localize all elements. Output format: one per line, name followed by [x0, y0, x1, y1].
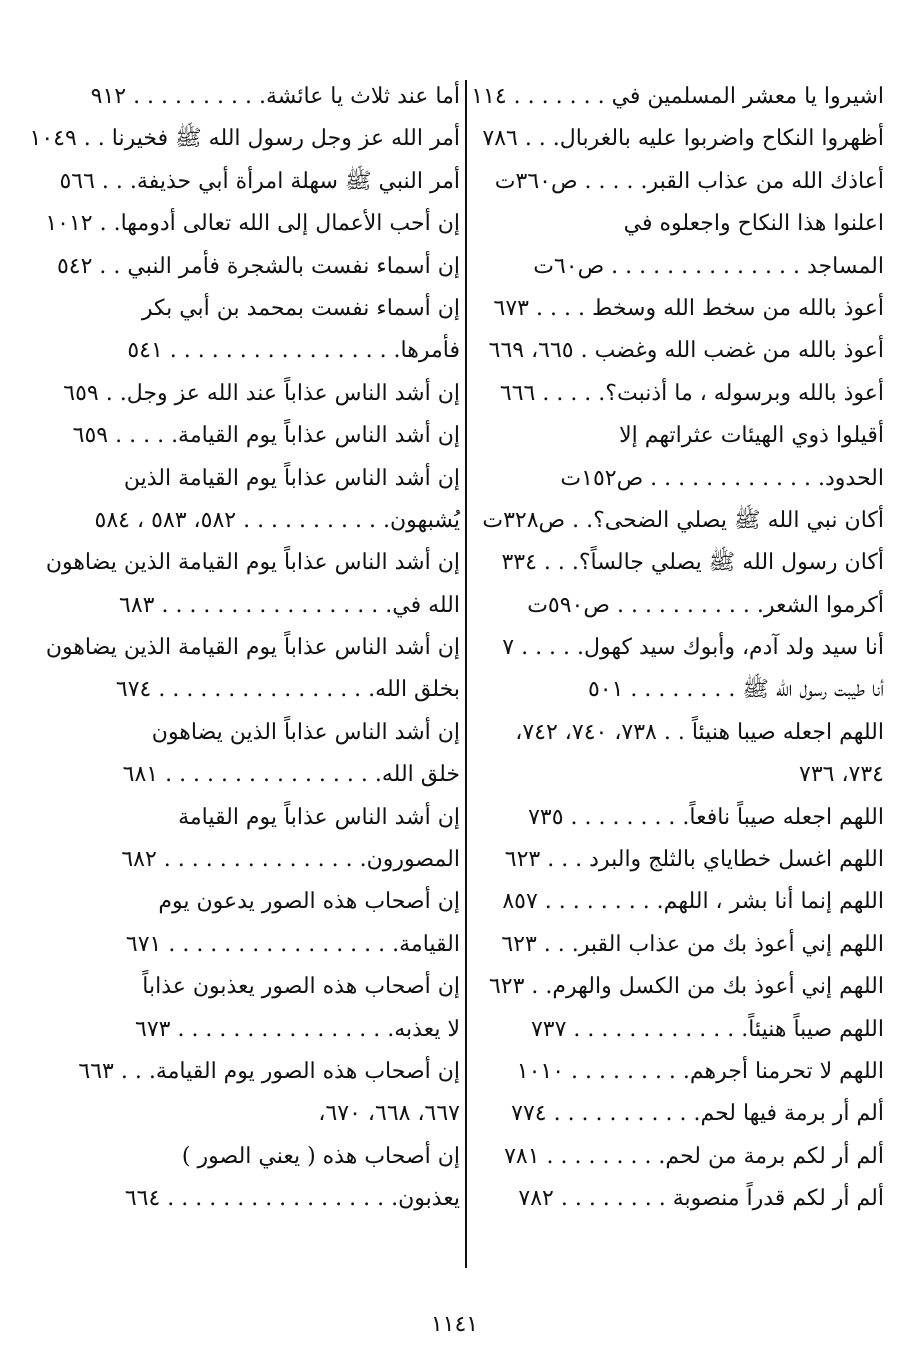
index-entry-line: اللهم إني أعوذ بك من عذاب القبر. . . ٦٢٣	[501, 931, 884, 957]
index-entry-line: الله في. . . . . . . . . . . . . . . . . ٦٨٣	[119, 592, 460, 618]
index-entry-line: إن أسماء نفست بمحمد بن أبي بكر	[141, 295, 460, 321]
index-entry-line: يُشبهون. . . . . . . . . . . ٥٨٢، ٥٨٣ ، ٥٨٤	[94, 507, 460, 533]
index-entry-line: إن أشد الناس عذاباً عند الله عز وجل. . ٦٥٩	[63, 380, 460, 406]
index-entry-line: المصورون. . . . . . . . . . . . . . . ٦٨٢	[121, 847, 460, 873]
index-entry-line: أعوذ بالله من غضب الله وغضب . ٦٦٥، ٦٦٩	[488, 338, 884, 364]
index-entry-line: أمر النبي ﷺ سهلة امرأة أبي حذيفة. . . ٥٦٦	[59, 168, 460, 194]
index-entry-line: اعلنوا هذا النكاح واجعلوه في	[623, 211, 884, 237]
index-entry-line: ٦٦٧، ٦٦٨، ٦٧٠،	[318, 1101, 460, 1127]
index-entry-line: ألم أر برمة فيها لحم. . . . . . . . . . . ٧٧٤	[511, 1101, 884, 1127]
index-entry-line: إن أشد الناس عذاباً يوم القيامة	[178, 804, 460, 830]
index-entry-line: الحدود. . . . . . . . . . . . . ص١٥٢ت	[560, 465, 884, 491]
index-entry-line: اللهم اجعله صيباً نافعاً. . . . . . . . . ٧٣٥	[528, 804, 884, 830]
index-entry-line: إن أشد الناس عذاباً يوم القيامة الذين	[123, 465, 460, 491]
index-entry-line: إن أصحاب هذه ( يعني الصور )	[181, 1143, 460, 1169]
index-entry-line: اشيروا يا معشر المسلمين في . . . . . . . ١١٤	[471, 84, 884, 109]
index-entry-line: أمر الله عز وجل رسول الله ﷺ فخيرنا . . ١٠٤٩	[29, 126, 460, 152]
index-entry-line: يعذبون. . . . . . . . . . . . . . . . . ٦٦٤	[124, 1186, 460, 1212]
index-entry-line: أقيلوا ذوي الهيئات عثراتهم إلا	[619, 423, 884, 449]
index-entry-line: المساجد . . . . . . . . . . . . . . ص٦٠ت	[533, 253, 884, 279]
index-entry-line: إن أحب الأعمال إلى الله تعالى أدومها. . ١٠١٢	[45, 211, 460, 237]
index-entry-line: إن أصحاب هذه الصور يعذبون عذاباً	[142, 974, 460, 1000]
index-entry-line: أكان رسول الله ﷺ يصلي جالساً؟. . . ٣٣٤	[501, 550, 884, 576]
index-entry-line: إن أصحاب هذه الصور يوم القيامة. . . ٦٦٣	[78, 1058, 460, 1084]
column-divider	[465, 80, 467, 1268]
page-number: ١١٤١	[430, 1312, 479, 1337]
index-entry-line: إن أشد الناس عذاباً يوم القيامة الذين يضاهون	[45, 550, 460, 576]
index-entry-line: فأمرها. . . . . . . . . . . . . . . . . ٥٤١	[127, 338, 460, 364]
index-entry-line: ألم أر لكم برمة من لحم. . . . . . . . . ٧٨١	[504, 1143, 884, 1169]
left-column	[29, 76, 460, 1221]
index-entry-line: اللهم اغسل خطاياي بالثلج والبرد . . . ٦٢٣	[504, 847, 884, 873]
index-entry-line: أعوذ بالله من سخط الله وسخط . . . . ٦٧٣	[493, 295, 884, 321]
index-entry-line: أكرموا الشعر. . . . . . . . . . . ص٥٩٠ت	[527, 592, 884, 618]
index-entry-line: أنا طيبت رسول الله ﷺ . . . . . . . . ٥٠١	[587, 677, 884, 703]
index-entry-line: اللهم إنما أنا بشر ، اللهم. . . . . . . . . ٨٥٧	[502, 889, 884, 915]
right-column	[471, 76, 884, 1221]
index-entry-line: إن أشد الناس عذاباً الذين يضاهون	[151, 719, 460, 745]
index-entry-line: القيامة. . . . . . . . . . . . . . . . . ٦٧١	[125, 931, 460, 957]
index-entry-line: إن أصحاب هذه الصور يدعون يوم	[158, 889, 460, 915]
index-entry-line: إن أسماء نفست بالشجرة فأمر النبي . . ٥٤٢	[56, 253, 460, 279]
index-entry-line: أعوذ بالله وبرسوله ، ما أذنبت؟. . . . . ٦٦٦	[499, 380, 884, 406]
index-entry-line: ألم أر لكم قدراً منصوبة . . . . . . . . ٧٨٢	[518, 1186, 884, 1212]
index-entry-line: أما عند ثلاث يا عائشة. . . . . . . . . . ٩١٢	[90, 84, 460, 109]
index-entry-line: إن أشد الناس عذاباً يوم القيامة. . . . . ٦٥٩	[72, 423, 460, 449]
index-entry-line: اللهم لا تحرمنا أجرهم. . . . . . . . . ١٠١٠	[516, 1058, 884, 1084]
index-entry-line: اللهم صيباً هنيئاً. . . . . . . . . . . . . ٧٣٧	[530, 1016, 884, 1042]
index-entry-line: أكان نبي الله ﷺ يصلي الضحى؟. . ص٣٢٨ت	[482, 507, 884, 533]
index-entry-line: اللهم إني أعوذ بك من الكسل والهرم. . ٦٢٣	[488, 974, 884, 1000]
index-entry-line: اللهم اجعله صيبا هنيئاً . . ٧٣٨، ٧٤٠، ٧٤٢،	[515, 719, 884, 745]
index-entry-line: لا يعذبه. . . . . . . . . . . . . . . . ٦٧٣	[135, 1016, 460, 1042]
index-entry-line: ٧٣٤، ٧٣٦	[799, 762, 884, 788]
index-entry-line: بخلق الله. . . . . . . . . . . . . . . . ٦٧٤	[115, 677, 460, 703]
index-entry-line: أنا سيد ولد آدم، وأبوك سيد كهول. . . . . ٧	[502, 635, 884, 661]
index-entry-line: أظهروا النكاح واضربوا عليه بالغربال. . . ٧٨٦	[482, 126, 884, 152]
index-entry-line: أعاذك الله من عذاب القبر. . . . . ص٣٦٠ت	[494, 168, 884, 194]
index-entry-line: إن أشد الناس عذاباً يوم القيامة الذين يضاهون	[45, 635, 460, 661]
index-entry-line: خلق الله. . . . . . . . . . . . . . . . ٦٨١	[122, 762, 460, 788]
